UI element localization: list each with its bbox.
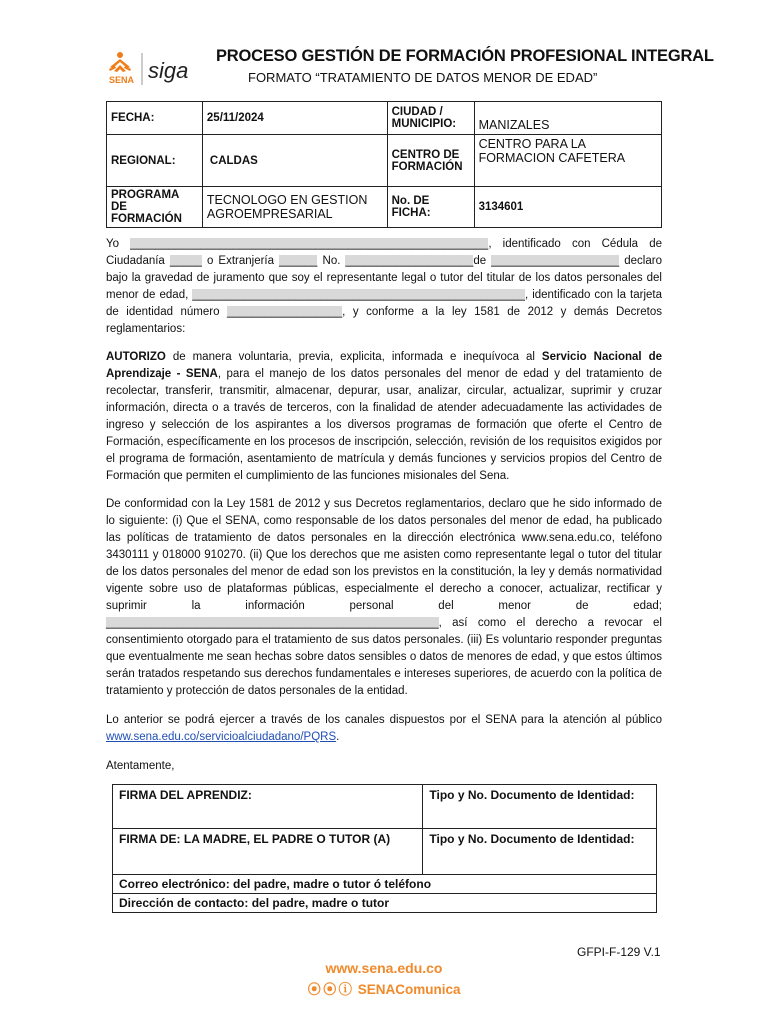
id-place-blank: ____________________ [491, 255, 620, 267]
email-phone-field[interactable]: Correo electrónico: del padre, madre o tutor ó teléfono [113, 875, 657, 894]
channels-paragraph: Lo anterior se podrá ejercer a través de los canales dispuestos por el SENA para la atención al público www.sena.edu.co/servicioalciudadano/PQRS. [106, 714, 662, 743]
declaration-paragraph: Yo ________________________________________________________, identificado con Cédula de Ciudadanía _____ o Extranjería ______ No. ____________________de ____________________ declaro bajo la gravedad de juramento que soy el representante legal o tutor del titular de los datos personales del menor de edad, ____________________________________________________, identificado con la tarjeta de identidad número __________________, y conforme a la ley 1581 de 2012 y demás Decretos reglamentarios: [106, 238, 662, 335]
name-blank: ________________________________________________________ [130, 238, 489, 250]
svg-text:siga: siga [148, 58, 189, 83]
signature-table [112, 784, 657, 913]
sena-siga-logo [106, 50, 202, 90]
fecha-value: 25/11/2024 [202, 102, 387, 135]
footer-website[interactable]: www.sena.edu.co [325, 960, 443, 976]
regional-label: REGIONAL: [107, 135, 203, 187]
centro-label: CENTRO DE FORMACIÓN [387, 135, 474, 187]
ficha-value: 3134601 [474, 187, 661, 228]
minor-name-blank: ____________________________________________________ [192, 289, 525, 301]
social-handle[interactable]: SENAComunica [357, 982, 461, 997]
centro-value: CENTRO PARA LA FORMACION CAFETERA [474, 135, 661, 187]
footer-social [0, 978, 768, 998]
cc-blank: _____ [169, 255, 202, 267]
aprendiz-signature-field[interactable]: FIRMA DEL APRENDIZ: [113, 785, 423, 829]
tutor-signature-field[interactable]: FIRMA DE: LA MADRE, EL PADRE O TUTOR (A) [113, 829, 423, 875]
social-icons: ⦿⦿ⓘ [307, 982, 354, 997]
minor-name-blank-2: ____________________________________________________ [106, 617, 439, 629]
ciudad-label: CIUDAD / MUNICIPIO: [387, 102, 474, 135]
aprendiz-document-field[interactable]: Tipo y No. Documento de Identidad: [423, 785, 657, 829]
regional-value: CALDAS [202, 135, 387, 187]
document-subtitle: FORMATO “TRATAMIENTO DE DATOS MENOR DE EDAD” [248, 70, 598, 85]
ficha-label: No. DE FICHA: [387, 187, 474, 228]
ce-blank: ______ [279, 255, 318, 267]
ti-number-blank: __________________ [227, 306, 343, 318]
document-title: PROCESO GESTIÓN DE FORMACIÓN PROFESIONAL INTEGRAL [216, 47, 714, 65]
closing-text: Atentamente, [106, 760, 175, 772]
form-code: GFPI-F-129 V.1 [577, 945, 661, 959]
programa-value: TECNOLOGO EN GESTION AGROEMPRESARIAL [202, 187, 387, 228]
authorization-paragraph: AUTORIZO de manera voluntaria, previa, explicita, informada e inequívoca al Servicio Nacional de Aprendizaje - SENA, para el manejo de los datos personales del menor de edad y del tratamiento de recolectar, transferir, transmitir, almacenar, depurar, usar, analizar, circular, actualizar, suprimir y cruzar información, directa o a través de terceros, con la finalidad de atender adecuadamente las actividades de ingreso y selección de los aspirantes a los diversos programas de formación que oferte el Centro de Formación, específicamente en los procesos de inscripción, selección, revisión de los requisitos exigidos por el programa de formación, asentamiento de matrícula y demás funciones y servicios propios del Centro de Formación que permiten el cumplimiento de las funciones misionales del Sena. [106, 351, 662, 482]
address-field[interactable]: Dirección de contacto: del padre, madre o tutor [113, 894, 657, 913]
fecha-label: FECHA: [107, 102, 203, 135]
tutor-document-field[interactable]: Tipo y No. Documento de Identidad: [423, 829, 657, 875]
ciudad-value: MANIZALES [474, 102, 661, 135]
info-table [106, 101, 662, 228]
programa-label: PROGRAMA DE FORMACIÓN [107, 187, 203, 228]
rights-paragraph: De conformidad con la Ley 1581 de 2012 y sus Decretos reglamentarios, declaro que he sido informado de lo siguiente: (i) Que el SENA, como responsable de los datos personales del menor de edad, ha publicado las políticas de tratamiento de datos personales en la dirección electrónica www.sena.edu.co, teléfono 3430111 y 018000 910270. (ii) Que los derechos que me asisten como representante legal o tutor del titular de los datos personales del menor de edad son los previstos en la constitución, la ley y demás normatividad vigente sobre uso de plataformas públicas, especialmente el derecho a conocer, actualizar, rectificar y suprimir la información personal del menor de edad; ____________________________________________________, así como el derecho a revocar el consentimiento otorgado para el tratamiento de sus datos personales. (iii) Es voluntario responder preguntas que eventualmente me sean hechas sobre datos sensibles o datos de menores de edad, y que estos últimos serán tratados respetando sus derechos fundamentales e intereses superiores, de acuerdo con la política de tratamiento y protección de datos personales de la entidad. [106, 498, 662, 697]
svg-text:SENA: SENA [109, 75, 135, 85]
pqrs-link[interactable]: www.sena.edu.co/servicioalciudadano/PQRS [106, 731, 337, 743]
id-number-blank: ____________________ [345, 255, 474, 267]
